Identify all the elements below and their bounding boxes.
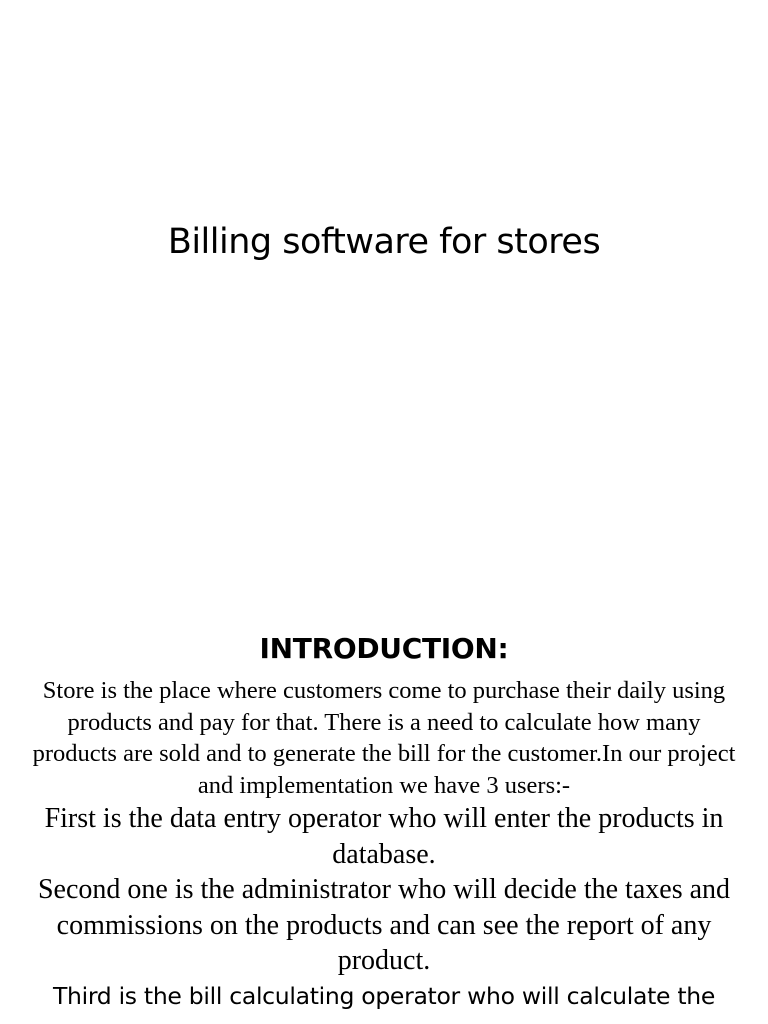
introduction-heading: INTRODUCTION:: [259, 632, 509, 665]
introduction-body: [24, 675, 744, 1014]
slide-title: Billing software for stores: [167, 222, 601, 262]
intro-paragraph-data-entry: First is the data entry operator who will enter the products in database.: [44, 803, 724, 870]
intro-paragraph-bill-operator: Third is the bill calculating operator who will calculate the: [52, 981, 716, 1010]
intro-paragraph-administrator: Second one is the administrator who will decide the taxes and commissions on the products and can see the report of any product.: [37, 874, 731, 976]
intro-paragraph-overview: Store is the place where customers come to purchase their daily using products and pay for that. There is a need to calculate how many products are sold and to generate the bill for the customer.In our project and implementation we have 3 users:-: [32, 677, 736, 799]
introduction-slide: [0, 620, 768, 1024]
